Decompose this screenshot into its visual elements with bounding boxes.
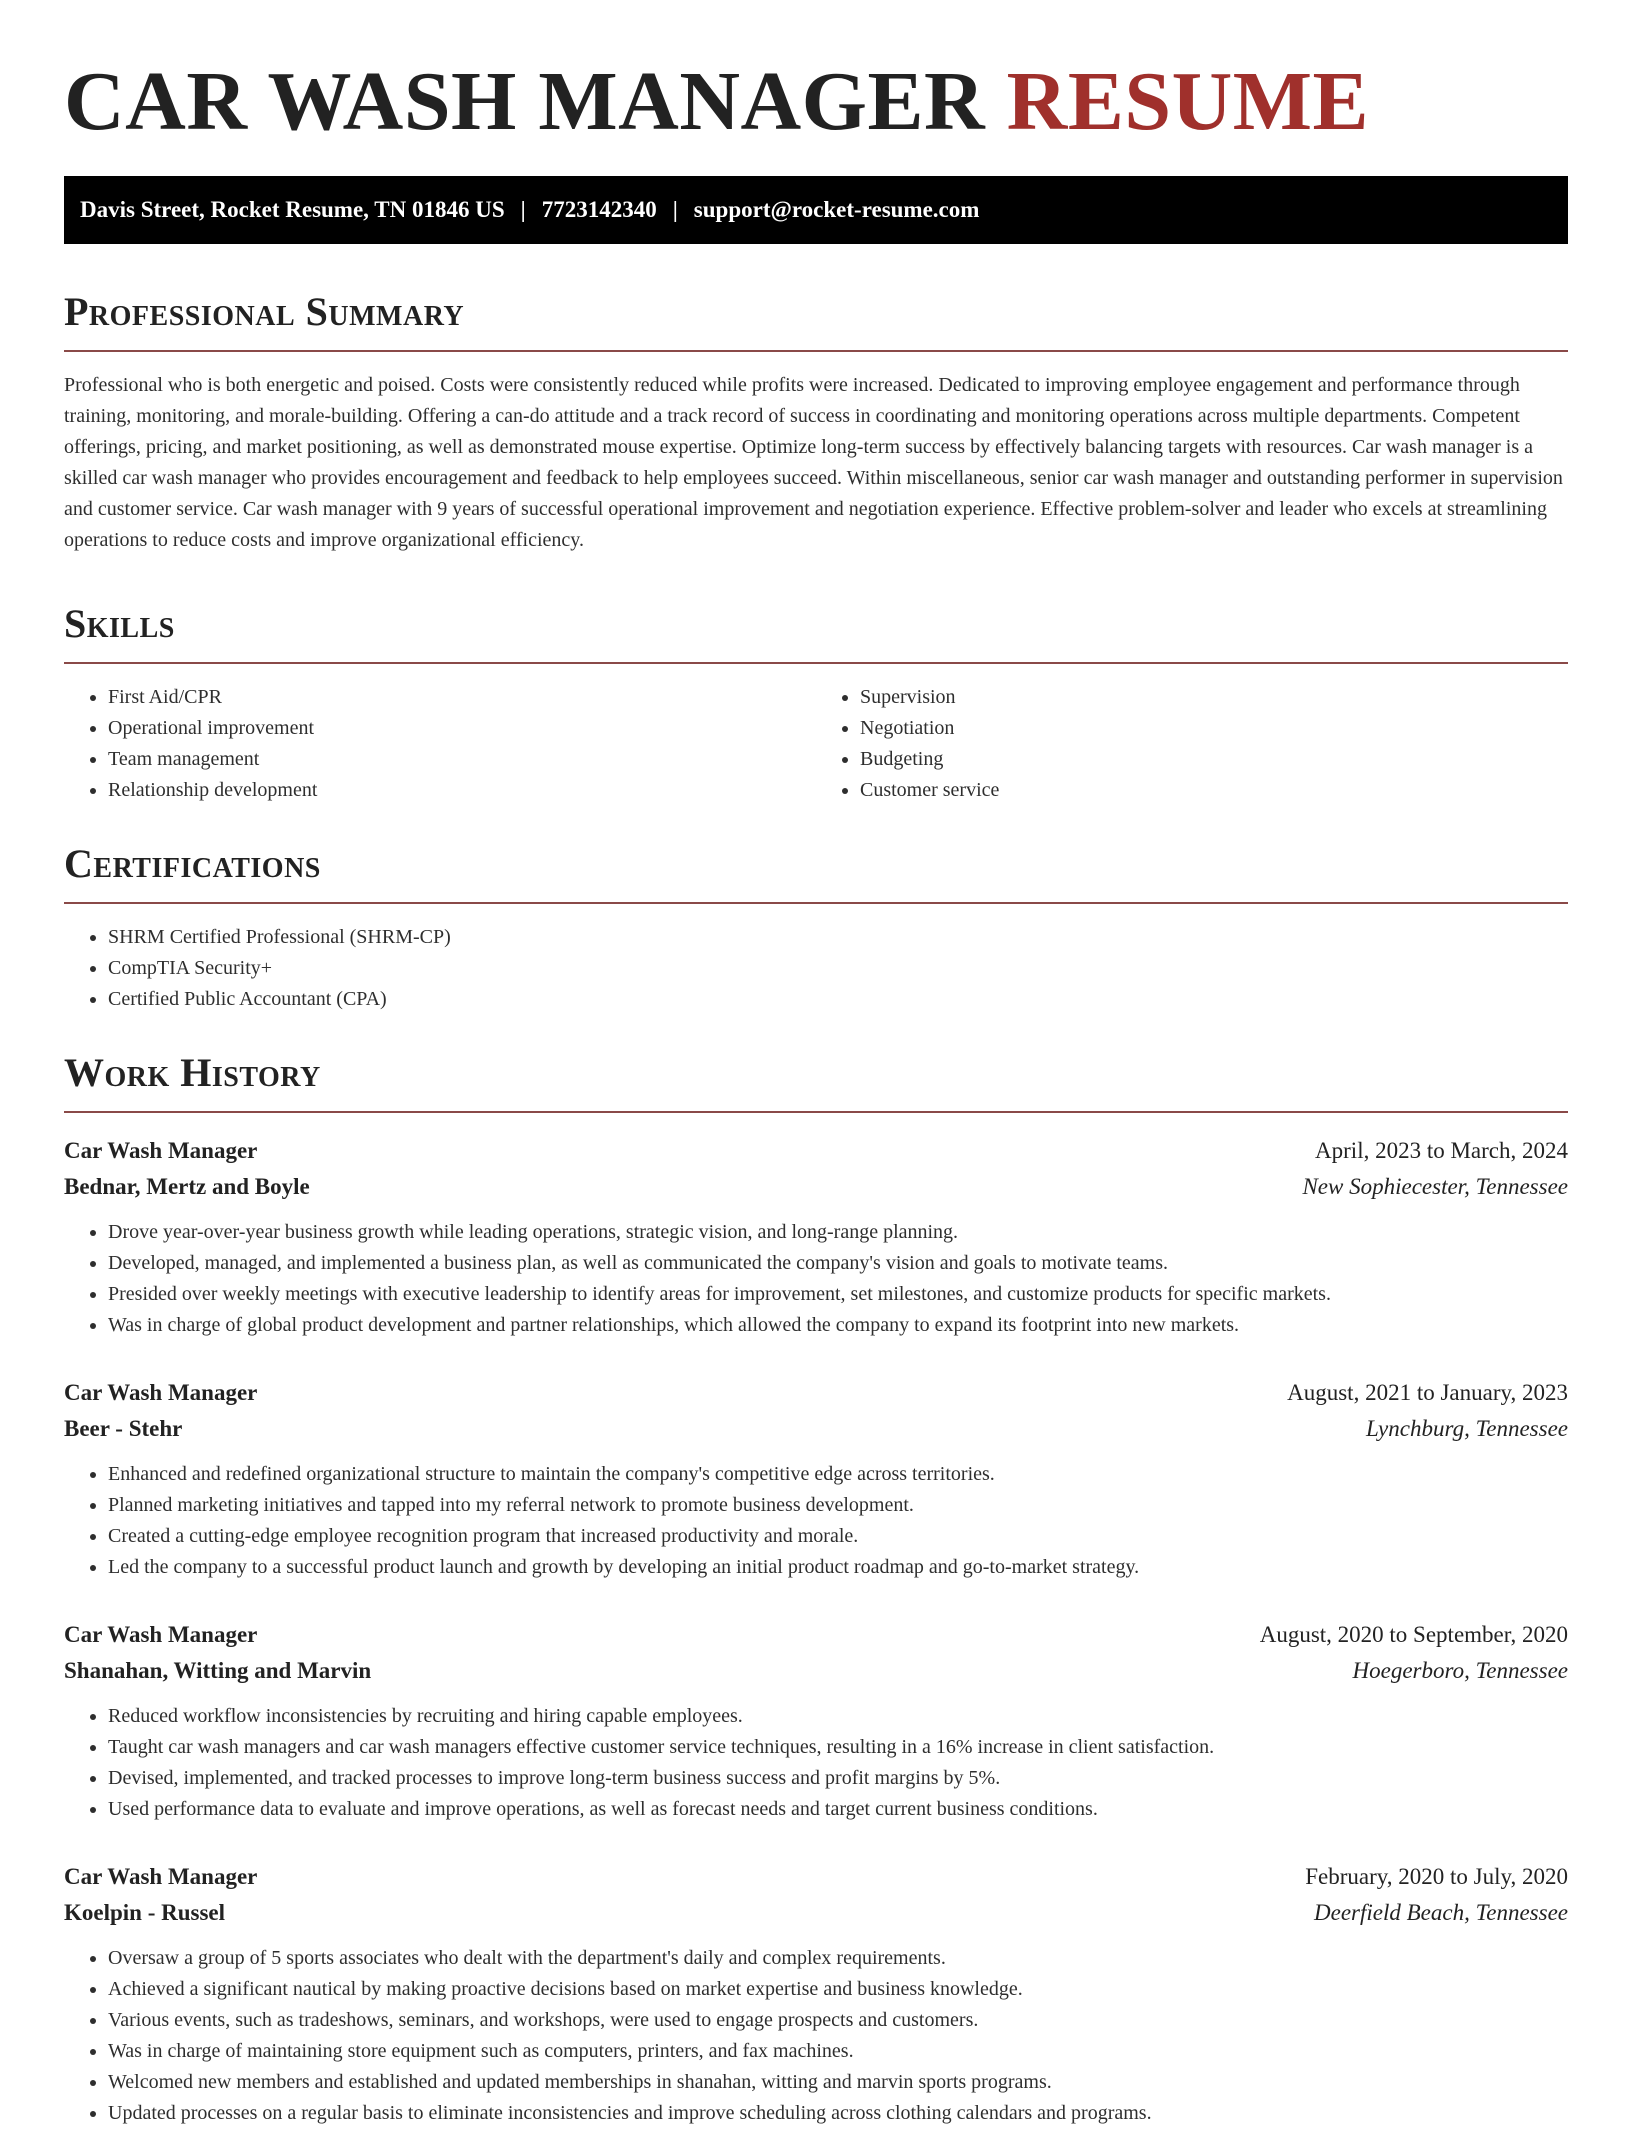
job-entry	[64, 1375, 1568, 1583]
job-bullet: • Created a cutting-edge employee recognition program that increased productivity and morale.	[108, 1521, 1568, 1552]
job-dates: April, 2023 to March, 2024	[1315, 1138, 1568, 1163]
job-company: Koelpin - Russel	[64, 1900, 226, 1925]
job-location: Lynchburg, Tennessee	[1365, 1416, 1568, 1441]
work-history-section	[64, 1049, 1568, 2129]
job-bullets	[64, 1459, 1568, 1583]
job-bullets	[64, 1943, 1568, 2129]
certifications-section	[64, 840, 1568, 1015]
job-title: Car Wash Manager	[64, 1380, 258, 1405]
job-subheader-row	[64, 1169, 1568, 1205]
skill-item: • Customer service	[860, 775, 1568, 806]
job-bullet: • Led the company to a successful product launch and growth by developing an initial product roadmap and go-to-market strategy.	[108, 1552, 1568, 1583]
job-bullet: • Oversaw a group of 5 sports associates who dealt with the department's daily and complex requirements.	[108, 1943, 1568, 1974]
job-entry	[64, 1133, 1568, 1341]
skill-item: • Operational improvement	[108, 713, 816, 744]
job-bullet: • Various events, such as tradeshows, seminars, and workshops, were used to engage prospects and customers.	[108, 2005, 1568, 2036]
job-title: Car Wash Manager	[64, 1622, 258, 1647]
job-entry	[64, 1617, 1568, 1825]
certifications-heading: Certifications	[64, 840, 1568, 904]
job-bullet: • Devised, implemented, and tracked processes to improve long-term business success and profit margins by 5%.	[108, 1763, 1568, 1794]
job-bullet: • Planned marketing initiatives and tapped into my referral network to promote business development.	[108, 1490, 1568, 1521]
contact-phone: 7723142340	[541, 197, 657, 222]
certification-item: • SHRM Certified Professional (SHRM-CP)	[108, 922, 1568, 953]
skills-section	[64, 600, 1568, 806]
summary-section	[64, 288, 1568, 556]
job-bullet: • Presided over weekly meetings with executive leadership to identify areas for improvement, set milestones, and customize products for specific markets.	[108, 1279, 1568, 1310]
job-location: New Sophiecester, Tennessee	[1302, 1174, 1568, 1199]
resume-title-accent: RESUME	[1006, 55, 1370, 148]
work-history-heading: Work History	[64, 1049, 1568, 1113]
job-company: Beer - Stehr	[64, 1416, 183, 1441]
job-header-row	[64, 1617, 1568, 1653]
contact-separator: |	[672, 197, 678, 222]
job-bullet: • Enhanced and redefined organizational structure to maintain the company's competitive edge across territories.	[108, 1459, 1568, 1490]
skill-item: • Team management	[108, 744, 816, 775]
job-bullet: • Drove year-over-year business growth while leading operations, strategic vision, and long-range planning.	[108, 1217, 1568, 1248]
job-bullets	[64, 1701, 1568, 1825]
job-header-row	[64, 1133, 1568, 1169]
job-dates: August, 2021 to January, 2023	[1287, 1380, 1568, 1405]
skill-item: • Budgeting	[860, 744, 1568, 775]
certification-item: • CompTIA Security+	[108, 953, 1568, 984]
certifications-list	[64, 922, 1568, 1015]
job-bullet: • Updated processes on a regular basis to eliminate inconsistencies and improve scheduling across clothing calendars and programs.	[108, 2098, 1568, 2129]
certification-item: • Certified Public Accountant (CPA)	[108, 984, 1568, 1015]
contact-email: support@rocket-resume.com	[693, 197, 980, 222]
job-bullet: • Achieved a significant nautical by making proactive decisions based on market expertise and business knowledge.	[108, 1974, 1568, 2005]
skills-heading: Skills	[64, 600, 1568, 664]
job-subheader-row	[64, 1411, 1568, 1447]
job-company: Shanahan, Witting and Marvin	[64, 1658, 372, 1683]
job-dates: February, 2020 to July, 2020	[1305, 1864, 1568, 1889]
skill-item: • Relationship development	[108, 775, 816, 806]
job-bullet: • Was in charge of global product development and partner relationships, which allowed the company to expand its footprint into new markets.	[108, 1310, 1568, 1341]
job-bullet: • Taught car wash managers and car wash managers effective customer service techniques, resulting in a 16% increase in client satisfaction.	[108, 1732, 1568, 1763]
resume-title-main: CAR WASH MANAGER	[64, 55, 986, 148]
job-bullet: • Was in charge of maintaining store equipment such as computers, printers, and fax machines.	[108, 2036, 1568, 2067]
skill-item: • Negotiation	[860, 713, 1568, 744]
resume-title	[64, 52, 1568, 152]
job-bullet: • Reduced workflow inconsistencies by recruiting and hiring capable employees.	[108, 1701, 1568, 1732]
job-subheader-row	[64, 1895, 1568, 1931]
skills-list-right	[816, 682, 1568, 806]
job-header-row	[64, 1859, 1568, 1895]
job-location: Hoegerboro, Tennessee	[1352, 1658, 1568, 1683]
skill-item: • Supervision	[860, 682, 1568, 713]
skills-grid	[64, 682, 1568, 806]
job-entry	[64, 1859, 1568, 2129]
job-title: Car Wash Manager	[64, 1864, 258, 1889]
job-bullet: • Welcomed new members and established and updated memberships in shanahan, witting and marvin sports programs.	[108, 2067, 1568, 2098]
job-bullet: • Used performance data to evaluate and improve operations, as well as forecast needs and target current business conditions.	[108, 1794, 1568, 1825]
job-company: Bednar, Mertz and Boyle	[64, 1174, 310, 1199]
job-header-row	[64, 1375, 1568, 1411]
contact-separator: |	[520, 197, 526, 222]
skill-item: • First Aid/CPR	[108, 682, 816, 713]
job-location: Deerfield Beach, Tennessee	[1314, 1900, 1568, 1925]
job-bullets	[64, 1217, 1568, 1341]
contact-bar	[64, 176, 1568, 244]
summary-heading: Professional Summary	[64, 288, 1568, 352]
contact-address: Davis Street, Rocket Resume, TN 01846 US	[80, 197, 505, 222]
skills-list-left	[64, 682, 816, 806]
job-dates: August, 2020 to September, 2020	[1259, 1622, 1568, 1647]
job-subheader-row	[64, 1653, 1568, 1689]
job-title: Car Wash Manager	[64, 1138, 258, 1163]
job-bullet: • Developed, managed, and implemented a business plan, as well as communicated the company's vision and goals to motivate teams.	[108, 1248, 1568, 1279]
summary-text: Professional who is both energetic and poised. Costs were consistently reduced while profits were increased. Dedicated to improving employee engagement and performance through training, monitoring, and morale-building. Offering a can-do attitude and a track record of success in coordinating and monitoring operations across multiple departments. Competent offerings, pricing, and market positioning, as well as demonstrated mouse expertise. Optimize long-term success by effectively balancing targets with resources. Car wash manager is a skilled car wash manager who provides encouragement and feedback to help employees succeed. Within miscellaneous, senior car wash manager and outstanding performer in supervision and customer service. Car wash manager with 9 years of successful operational improvement and negotiation experience. Effective problem-solver and leader who excels at streamlining operations to reduce costs and improve organizational efficiency.	[64, 374, 1563, 551]
